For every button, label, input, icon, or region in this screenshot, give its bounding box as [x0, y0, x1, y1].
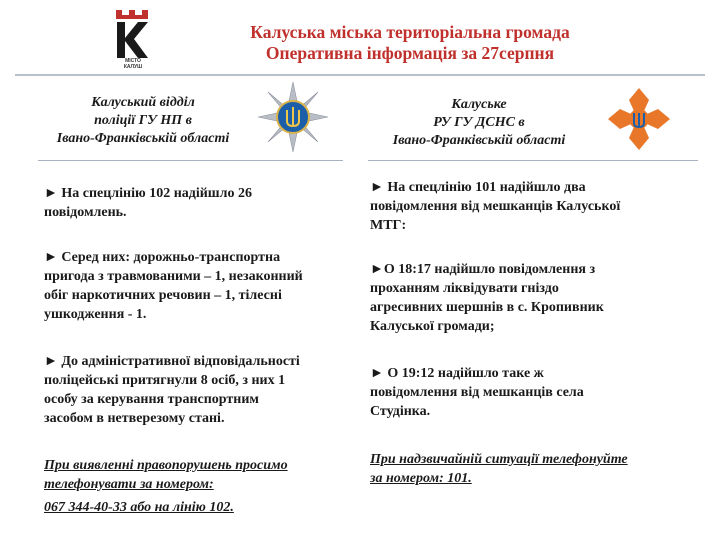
text-line: агресивних шершнів в с. Кропивник — [370, 300, 604, 315]
text-line: проханням ліквідувати гніздо — [370, 281, 559, 296]
police-header-line: Калуський відділ — [91, 95, 195, 110]
page-title: Калуська міська територіальна громада — [250, 22, 570, 42]
text-line: засобом в нетверезому стані. — [44, 411, 225, 426]
police-header-line: Івано-Франківській області — [56, 131, 230, 146]
text-line: При виявленні правопорушень просимо — [44, 458, 288, 473]
dsns-header — [368, 96, 590, 150]
police-divider — [38, 160, 343, 161]
dsns-paragraph-2 — [370, 260, 670, 336]
text-line: поліцейські притягнули 8 осіб, з них 1 — [44, 373, 286, 388]
text-line: обіг наркотичних речовин – 1, тілесні — [44, 288, 282, 303]
text-line: ушкодження - 1. — [44, 307, 147, 322]
dsns-header-line: РУ ГУ ДСНС в — [433, 115, 525, 130]
dsns-contact — [370, 450, 670, 488]
police-paragraph-3 — [44, 352, 344, 428]
dsns-paragraph-3 — [370, 364, 670, 421]
page-subtitle: Оперативна інформація за 27серпня — [265, 43, 555, 63]
dsns-emblem-icon — [604, 84, 674, 154]
police-badge-icon — [256, 80, 330, 154]
police-header — [38, 94, 248, 148]
text-line: МТГ: — [370, 218, 407, 233]
logo-caption: МІСТО КАЛУШ — [123, 58, 143, 70]
text-line: ► О 19:12 надійшло таке ж — [370, 366, 544, 381]
text-line: телефонувати за номером: — [44, 477, 214, 492]
text-line: ► На спецлінію 101 надійшло два — [370, 180, 586, 195]
police-phone-link[interactable]: 067 344-40-33 або на лінію 102. — [44, 500, 234, 515]
text-line: пригода з травмованими – 1, незаконний — [44, 269, 303, 284]
text-line: Калуської громади; — [370, 319, 495, 334]
dsns-header-line: Калуське — [451, 97, 507, 112]
dsns-phone-link[interactable]: за номером: 101. — [370, 471, 472, 486]
police-header-line: поліції ГУ НП в — [94, 113, 192, 128]
text-line: При надзвичайній ситуації телефонуйте — [370, 452, 628, 467]
text-line: ►О 18:17 надійшло повідомлення з — [370, 262, 596, 277]
dsns-paragraph-1 — [370, 178, 670, 235]
top-divider — [15, 74, 705, 76]
text-line: повідомлень. — [44, 205, 127, 220]
text-line: Студінка. — [370, 404, 431, 419]
dsns-divider — [368, 160, 698, 161]
police-paragraph-2 — [44, 248, 344, 324]
dsns-header-line: Івано-Франківській області — [392, 133, 566, 148]
police-contact — [44, 456, 344, 517]
text-line: ► На спецлінію 102 надійшло 26 — [44, 186, 252, 201]
text-line: ► Серед них: дорожньо-транспортна — [44, 250, 281, 265]
text-line: особу за керування транспортним — [44, 392, 259, 407]
police-paragraph-1 — [44, 184, 344, 222]
text-line: повідомлення від мешканців села — [370, 385, 584, 400]
text-line: повідомлення від мешканців Калуської — [370, 199, 621, 214]
text-line: ► До адміністративної відповідальності — [44, 354, 300, 369]
